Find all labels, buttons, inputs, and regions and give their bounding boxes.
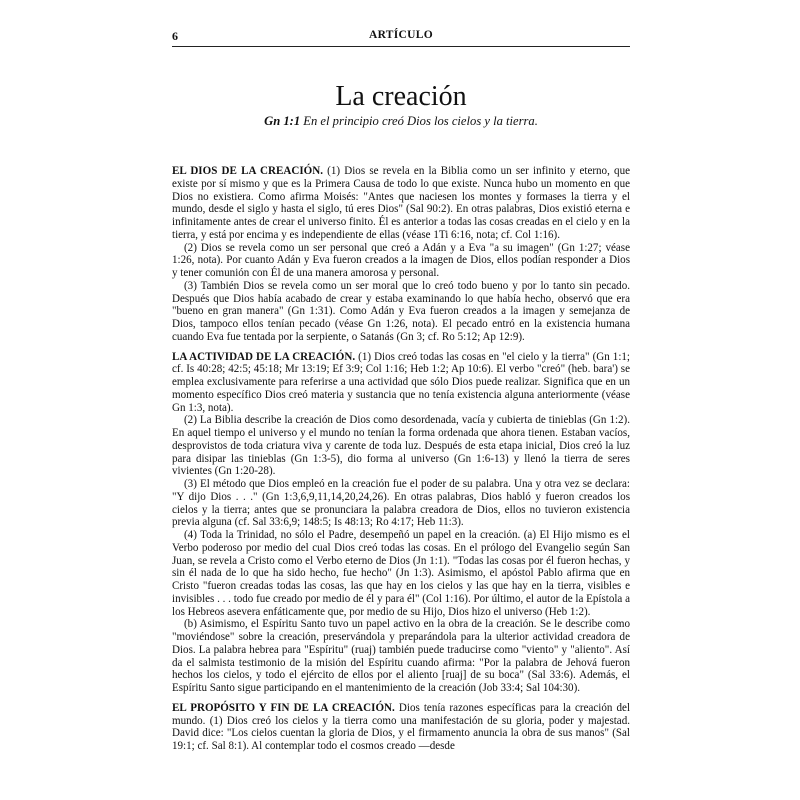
- article-body: [172, 165, 630, 753]
- paragraph: (4) Toda la Trinidad, no sólo el Padre, desempeñó un papel en la creación. (a) El Hijo mismo es el Verbo poderoso por medio del cual Dios creó todas las cosas. En el prólogo del Evangelio según San Juan, se revela a Cristo como el Verbo eterno de Dios (Jn 1:1). "Todas las cosas por él fueron hechas, y sin él nada de lo que ha sido hecho, fue hecho" (Jn 1:3). Asimismo, el apóstol Pablo afirma que en Cristo "fueron creadas todas las cosas, las que hay en los cielos y las que hay en la tierra, visibles e invisibles . . . todo fue creado por medio de él y para él" (Col 1:16). Por último, el autor de la Epístola a los Hebreos asevera enfáticamente que, por medio de su Hijo, Dios hizo el universo (Heb 1:2).: [172, 529, 630, 618]
- section-heading: EL PROPÓSITO Y FIN DE LA CREACIÓN.: [172, 701, 395, 714]
- paragraph-text: Dios tenía razones específicas para la creación del mundo. (1) Dios creó los cielos y la tierra como una manifestación de su gloria, poder y majestad. David dice: "Los cielos cuentan la gloria de Dios, y el firmamento anuncia la obra de sus manos" (Sal 19:1; cf. Sal 8:1). Al contemplar todo el cosmos creado —desde: [172, 701, 631, 752]
- section-heading: LA ACTIVIDAD DE LA CREACIÓN.: [172, 350, 356, 363]
- epigraph: [172, 114, 630, 129]
- section-paragraph: [172, 351, 630, 415]
- section-heading: EL DIOS DE LA CREACIÓN.: [172, 165, 323, 177]
- paragraph: (b) Asimismo, el Espíritu Santo tuvo un papel activo en la obra de la creación. Se le describe como "moviéndose" sobre la creación, preservándola y preparándola para la ulterior actividad creadora de Dios. La palabra hebrea para "Espíritu" (ruaj) también puede traducirse como "viento" y "aliento". Así da el salmista testimonio de la misión del Espíritu cuando afirma: "Por la palabra de Jehová fueron hechos los cielos, y todo el ejército de ellos por el aliento [ruaj] de su boca" (Sal 33:6). Además, el Espíritu Santo sigue participando en el mantenimiento de la creación (Job 33:4; Sal 104:30).: [172, 618, 630, 694]
- paragraph-text: (1) Dios se revela en la Biblia como un ser infinito y eterno, que existe por sí mismo y que es la Primera Causa de todo lo que existe. Nunca hubo un momento en que Dios no existiera. Como afirma Moisés: "Antes que naciesen los montes y formases la tierra y el mundo, desde el siglo y hasta el siglo, tú eres Dios" (Sal 90:2). En otras palabras, Dios existió eterna e infinitamente antes de crear el universo finito. Él es anterior a todas las cosas creadas en el cielo y en la tierra, y está por encima y es independiente de ellas (véase 1Ti 6:16, nota; cf. Col 1:16).: [172, 165, 630, 241]
- paragraph: (2) Dios se revela como un ser personal que creó a Adán y a Eva "a su imagen" (Gn 1:27; véase 1:26, nota). Por cuanto Adán y Eva fueron creados a la imagen de Dios, ellos podían responder a Dios y tener comunión con Él de una manera amorosa y personal.: [172, 241, 630, 279]
- running-head: ARTÍCULO: [369, 29, 433, 41]
- paragraph: (3) El método que Dios empleó en la creación fue el poder de su palabra. Una y otra vez se declara: "Y dijo Dios . . ." (Gn 1:3,6,9,11,14,20,24,26). En otras palabras, Dios habló y fueron creados los cielos y la tierra; antes que se pronunciara la palabra creadora de Dios, ellos no tuvieron existencia previa alguna (cf. Sal 33:6,9; 148:5; Is 48:13; Ro 4:17; Heb 11:3).: [172, 478, 630, 529]
- epigraph-text: En el principio creó Dios los cielos y la tierra.: [303, 114, 538, 128]
- section-paragraph: [172, 165, 630, 242]
- paragraph: (2) La Biblia describe la creación de Dios como desordenada, vacía y cubierta de tinieblas (Gn 1:2). En aquel tiempo el universo y el mundo no tenían la forma ordenada que ahora tienen. Estaban vacíos, desprovistos de toda criatura viva y carente de toda luz. Después de esta etapa inicial, Dios creó la luz para disipar las tinieblas (Gn 1:3-5), dio forma al universo (Gn 1:6-13) y llenó la tierra de seres vivientes (Gn 1:20-28).: [172, 414, 630, 478]
- page-number: 6: [172, 29, 178, 43]
- section-paragraph: [172, 702, 630, 753]
- paragraph: (3) También Dios se revela como un ser moral que lo creó todo bueno y por lo tanto sin pecado. Después que Dios había acabado de crear y estaba examinando lo que había hecho, observó que era "bueno en gran manera" (Gn 1:31). Como Adán y Eva fueron creados a la imagen y semejanza de Dios, tampoco ellos tenían pecado (véase Gn 1:26, nota). El pecado entró en la existencia humana cuando Eva fue tentada por la serpiente, o Satanás (Gn 3; cf. Ro 5:12; Ap 12:9).: [172, 279, 630, 343]
- epigraph-reference: Gn 1:1: [264, 114, 301, 128]
- header-rule: [172, 46, 630, 47]
- paragraph-text: (1) Dios creó todas las cosas en "el cielo y la tierra" (Gn 1:1; cf. Is 40:28; 42:5; 45:18; Mr 13:19; Ef 3:9; Col 1:16; Heb 1:2; Ap 10:6). El verbo "creó" (heb. bara') se emplea exclusivamente para referirse a una actividad que sólo Dios puede realizar. Significa que en un momento específico Dios creó materia y sustancia que no tenía existencia alguna anteriormente (véase Gn 1:3, nota).: [172, 350, 630, 414]
- article-title: La creación: [335, 80, 467, 112]
